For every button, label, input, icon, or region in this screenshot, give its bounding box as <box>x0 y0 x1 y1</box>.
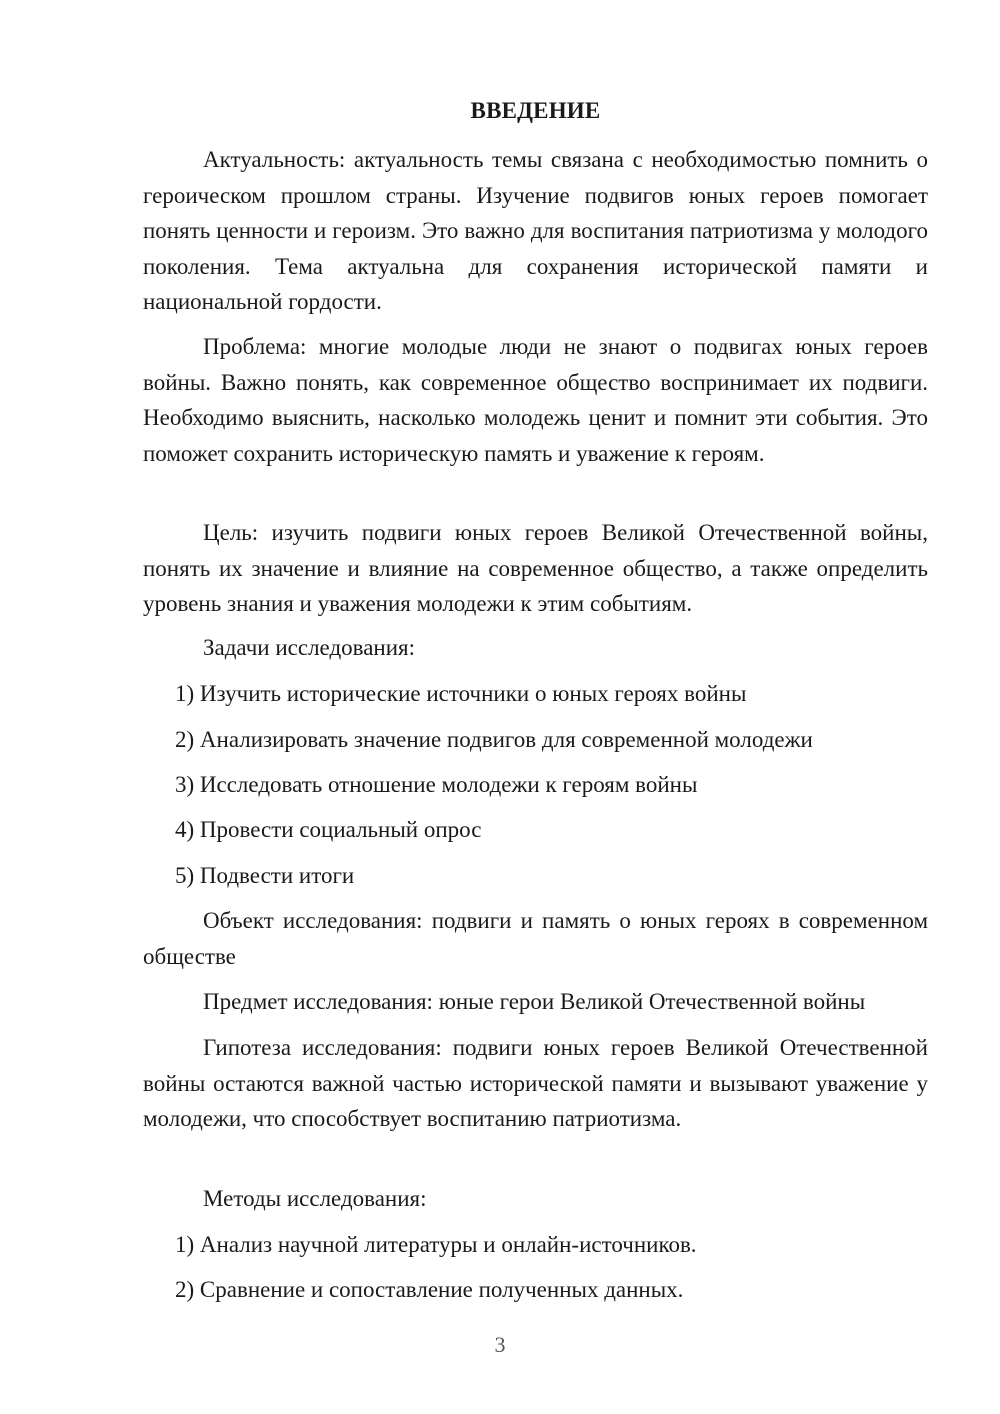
object-paragraph: Объект исследования: подвиги и память о юных героях в современном обществе <box>143 908 928 969</box>
task-item-3: 3) Исследовать отношение молодежи к героям войны <box>175 772 698 797</box>
tasks-heading: Задачи исследования: <box>203 635 416 660</box>
hypothesis-paragraph: Гипотеза исследования: подвиги юных героев Великой Отечественной войны остаются важной частью исторической памяти и вызывают уважение у молодежи, что способствует воспитанию патриотизма. <box>143 1035 928 1131</box>
task-item-1: 1) Изучить исторические источники о юных героях войны <box>175 681 747 706</box>
task-item-4: 4) Провести социальный опрос <box>175 817 482 842</box>
task-item-2: 2) Анализировать значение подвигов для современной молодежи <box>175 727 813 752</box>
method-item-1: 1) Анализ научной литературы и онлайн-источников. <box>175 1232 697 1257</box>
goal-paragraph: Цель: изучить подвиги юных героев Великой Отечественной войны, понять их значение и влияние на современное общество, а также определить уровень знания и уважения молодежи к этим событиям. <box>143 520 928 616</box>
problem-paragraph: Проблема: многие молодые люди не знают о подвигах юных героев войны. Важно понять, как современное общество воспринимает их подвиги. Необходимо выяснить, насколько молодежь ценит и помнит эти события. Это поможет сохранить историческую память и уважение к героям. <box>143 334 928 466</box>
subject-paragraph: Предмет исследования: юные герои Великой Отечественной войны <box>203 989 866 1014</box>
page-number: 3 <box>494 1332 506 1357</box>
relevance-paragraph: Актуальность: актуальность темы связана с необходимостью помнить о героическом прошлом страны. Изучение подвигов юных героев помогает понять ценности и героизм. Это важно для воспитания патриотизма у молодого поколения. Тема актуальна для сохранения исторической памяти и национальной гордости. <box>143 147 928 314</box>
section-title: ВВЕДЕНИЕ <box>470 98 601 123</box>
methods-heading: Методы исследования: <box>203 1186 427 1211</box>
method-item-2: 2) Сравнение и сопоставление полученных данных. <box>175 1277 684 1302</box>
task-item-5: 5) Подвести итоги <box>175 863 355 888</box>
